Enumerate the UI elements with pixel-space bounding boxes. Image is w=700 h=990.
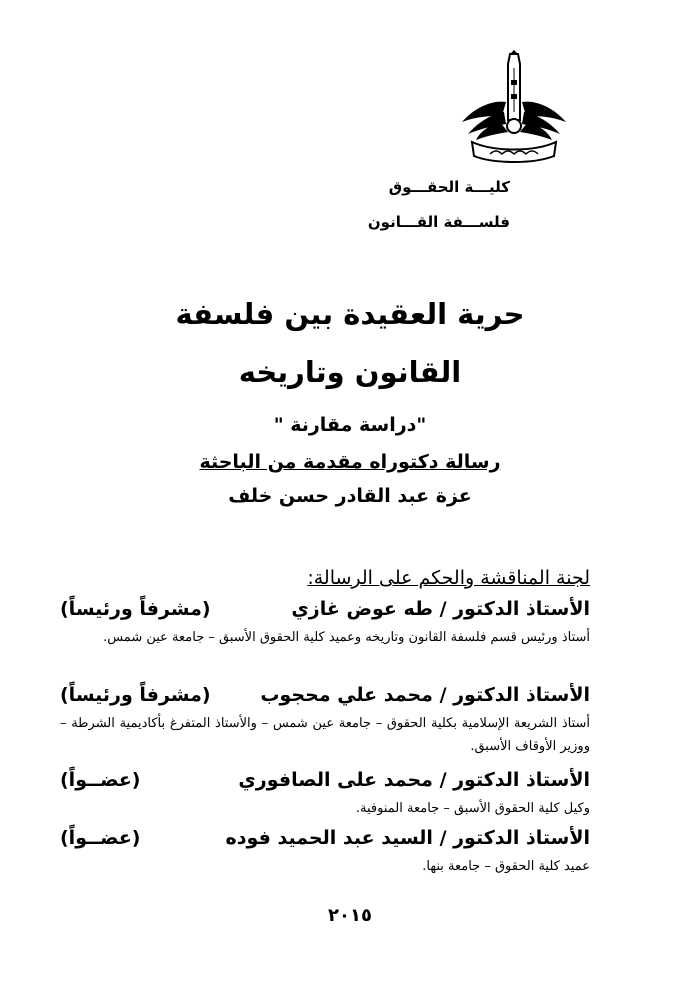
- thesis-submission-line: رسالة دكتوراه مقدمة من الباحثة: [199, 451, 501, 473]
- committee-heading: لجنة المناقشة والحكم على الرسالة:: [307, 567, 590, 589]
- member-name-line: [238, 769, 590, 791]
- committee-member: [60, 684, 590, 758]
- study-type: "دراسة مقارنة ": [273, 414, 427, 436]
- ain-shams-university-emblem-icon: [454, 50, 574, 170]
- member-name: طه عوض غازي: [291, 598, 433, 620]
- member-description: أستاذ ورئيس قسم فلسفة القانون وتاريخه وعميد كلية الحقوق الأسبق – جامعة عين شمس.: [103, 630, 590, 645]
- member-description: عميد كلية الحقوق – جامعة بنها.: [422, 859, 590, 874]
- member-header: [60, 827, 590, 849]
- author-name: عزة عبد القادر حسن خلف: [228, 485, 472, 507]
- member-header: [60, 684, 590, 706]
- thesis-title-line-2: القانون وتاريخه: [238, 355, 462, 389]
- member-description: أستاذ الشريعة الإسلامية بكلية الحقوق – جامعة عين شمس – والأستاذ المتفرغ بأكاديمية الشرطة – ووزير الأوقاف الأسبق.: [60, 716, 590, 754]
- committee-member: [60, 827, 590, 878]
- thesis-title-line-1: حرية العقيدة بين فلسفة: [175, 297, 525, 331]
- member-title: الأستاذ الدكتور /: [439, 827, 590, 849]
- department-name: فلســـفة القـــانون: [367, 213, 510, 231]
- faculty-name: كليـــة الحقـــوق: [388, 178, 510, 196]
- member-name: محمد على الصافوري: [238, 769, 433, 791]
- committee-member: [60, 598, 590, 649]
- member-title: الأستاذ الدكتور /: [439, 598, 590, 620]
- member-role: (عضــواً): [60, 769, 141, 791]
- member-name-line: [226, 827, 590, 849]
- member-name: السيد عبد الحميد فوده: [225, 827, 433, 849]
- member-role: (مشرفاً ورئيساً): [60, 684, 211, 706]
- publication-year: ٢٠١٥: [328, 905, 372, 926]
- member-role: (عضــواً): [60, 827, 141, 849]
- member-header: [60, 769, 590, 791]
- member-name: محمد علي محجوب: [260, 684, 433, 706]
- member-name-line: [291, 598, 590, 620]
- member-role: (مشرفاً ورئيساً): [60, 598, 211, 620]
- member-name-line: [260, 684, 590, 706]
- committee-member: [60, 769, 590, 820]
- member-title: الأستاذ الدكتور /: [439, 769, 590, 791]
- member-header: [60, 598, 590, 620]
- member-title: الأستاذ الدكتور /: [439, 684, 590, 706]
- member-description: وكيل كلية الحقوق الأسبق – جامعة المنوفية.: [355, 801, 590, 816]
